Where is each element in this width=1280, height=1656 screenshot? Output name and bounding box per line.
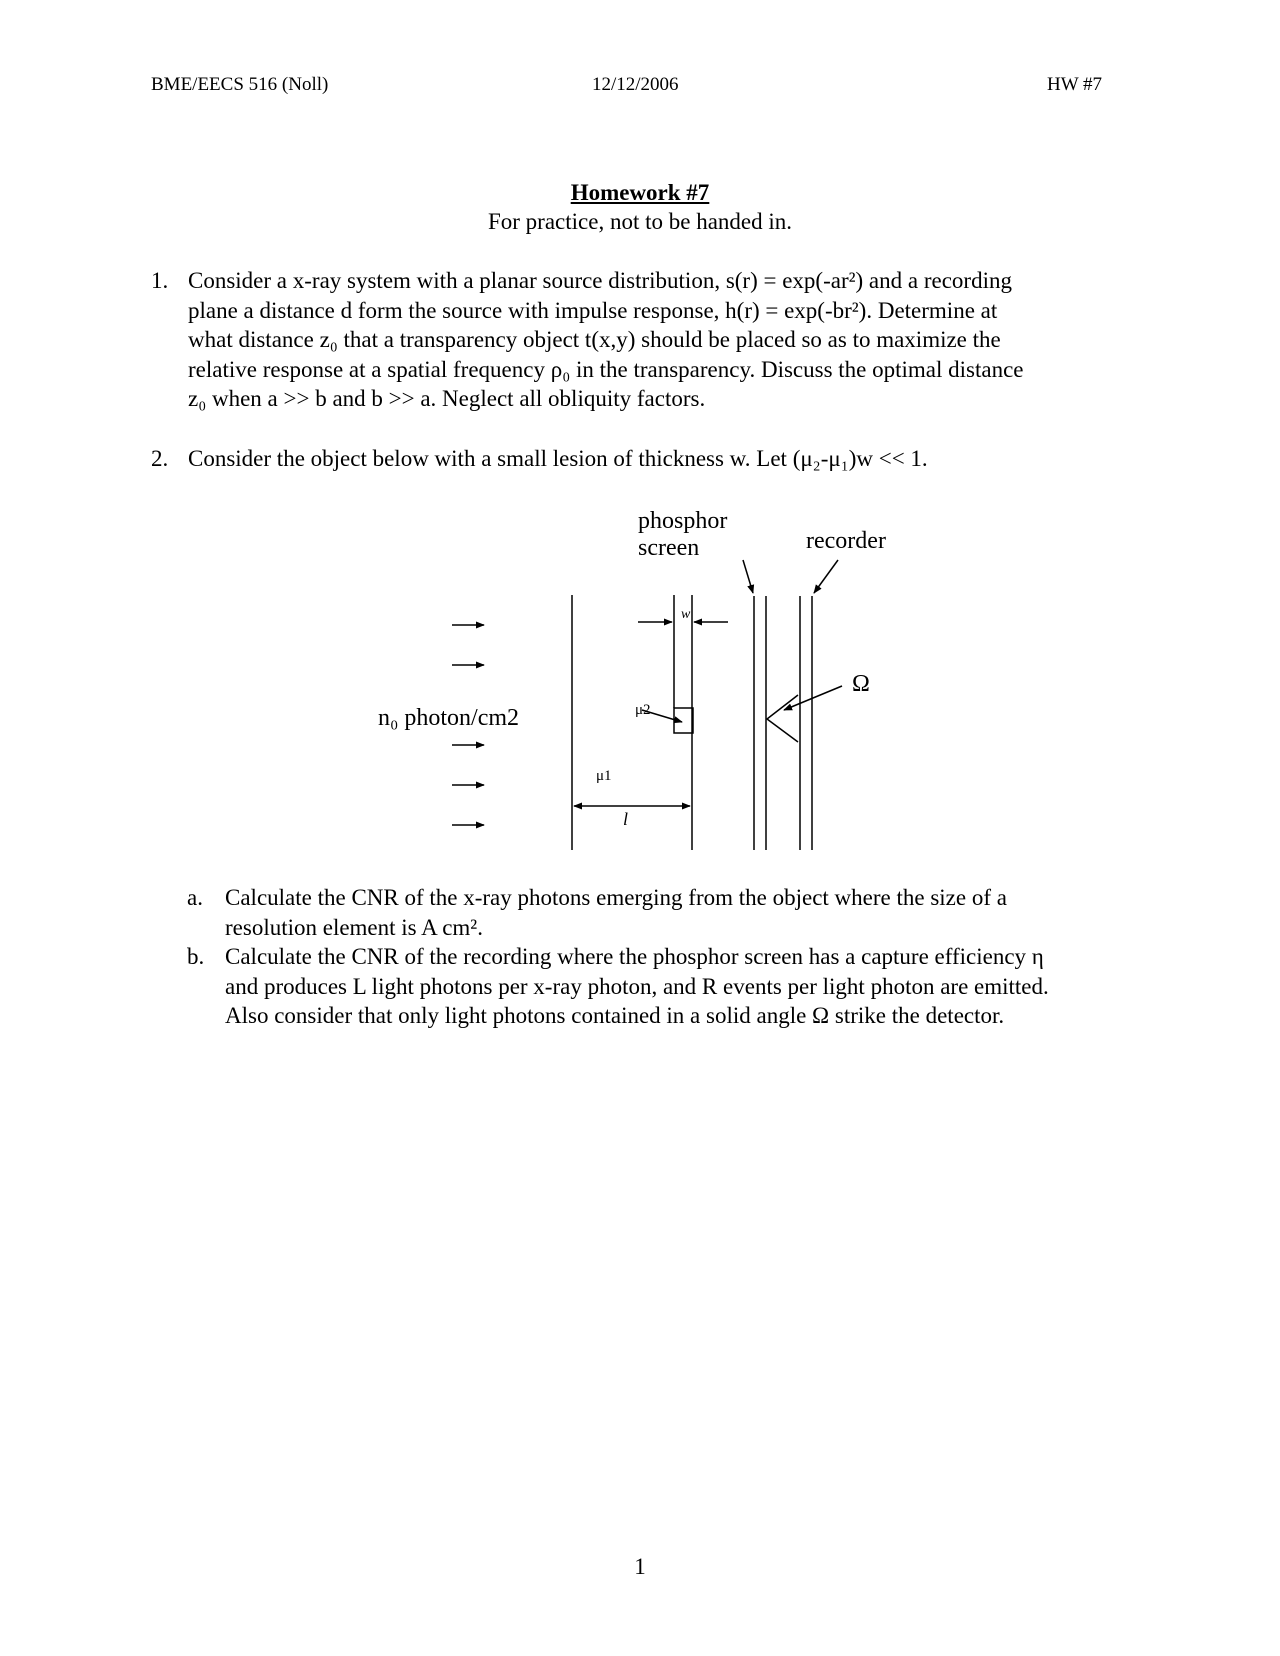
header-date: 12/12/2006: [592, 74, 679, 95]
omega-label: Ω: [852, 671, 870, 697]
part-a-line: Calculate the CNR of the x-ray photons emerging from the object where the size of a: [225, 885, 1007, 910]
part-b-line: Also consider that only light photons contained in a solid angle Ω strike the detector.: [225, 1003, 1005, 1028]
mu1-label: μ1: [596, 768, 612, 784]
part-a: [187, 883, 1147, 942]
part-b-label: b.: [187, 944, 205, 969]
part-a-line: resolution element is A cm².: [225, 914, 483, 940]
part-b: [187, 942, 1147, 1031]
problem-2: [151, 444, 1131, 474]
photon-flux-label: n₀ photon/cm2: [378, 705, 520, 731]
problem-1-line: relative response at a spatial frequency ρ₀ in the transparency. Discuss the optimal distance: [188, 356, 1024, 382]
l-label: l: [623, 809, 629, 829]
problem-1-line: plane a distance d form the source with impulse response, h(r) = exp(-br²). Determine at: [188, 297, 998, 323]
page-number: 1: [634, 1554, 646, 1579]
part-b-line: and produces L light photons per x-ray photon, and R events per light photon are emitted.: [225, 973, 1049, 999]
xray-diagram: [370, 500, 910, 870]
problem-2-text: Consider the object below with a small lesion of thickness w. Let (μ₂-μ₁)w << 1.: [188, 446, 928, 471]
w-label: w: [681, 607, 691, 622]
problem-1-body: [188, 266, 1131, 414]
header-course: BME/EECS 516 (Noll): [151, 74, 329, 95]
problem-2-parts: [187, 883, 1147, 1031]
problem-1-line: z₀ when a >> b and b >> a. Neglect all obliquity factors.: [188, 386, 706, 411]
part-a-label: a.: [187, 885, 203, 910]
screen-label: screen: [638, 535, 700, 561]
phosphor-label: phosphor: [638, 508, 728, 534]
part-b-line: Calculate the CNR of the recording where the phosphor screen has a capture efficiency η: [225, 944, 1044, 969]
recorder-label: recorder: [806, 528, 886, 554]
omega-pointer-arrow: [784, 686, 842, 710]
problem-1: [151, 266, 1131, 414]
problem-1-line: Consider a x-ray system with a planar source distribution, s(r) = exp(-ar²) and a recording: [188, 268, 1012, 293]
phosphor-pointer-arrow: [743, 560, 753, 593]
title-block: [0, 178, 1280, 236]
solid-angle-cone: [767, 695, 798, 742]
page-title: Homework #7: [570, 180, 710, 205]
header-hw: HW #7: [1047, 74, 1103, 95]
mu2-label: μ2: [635, 702, 651, 718]
recorder-pointer-arrow: [814, 560, 838, 593]
page-subtitle: For practice, not to be handed in.: [487, 209, 793, 234]
problem-1-line: what distance z₀ that a transparency object t(x,y) should be placed so as to maximize the: [188, 327, 1001, 352]
problem-2-number: 2.: [151, 446, 169, 471]
problem-1-number: 1.: [151, 268, 169, 293]
